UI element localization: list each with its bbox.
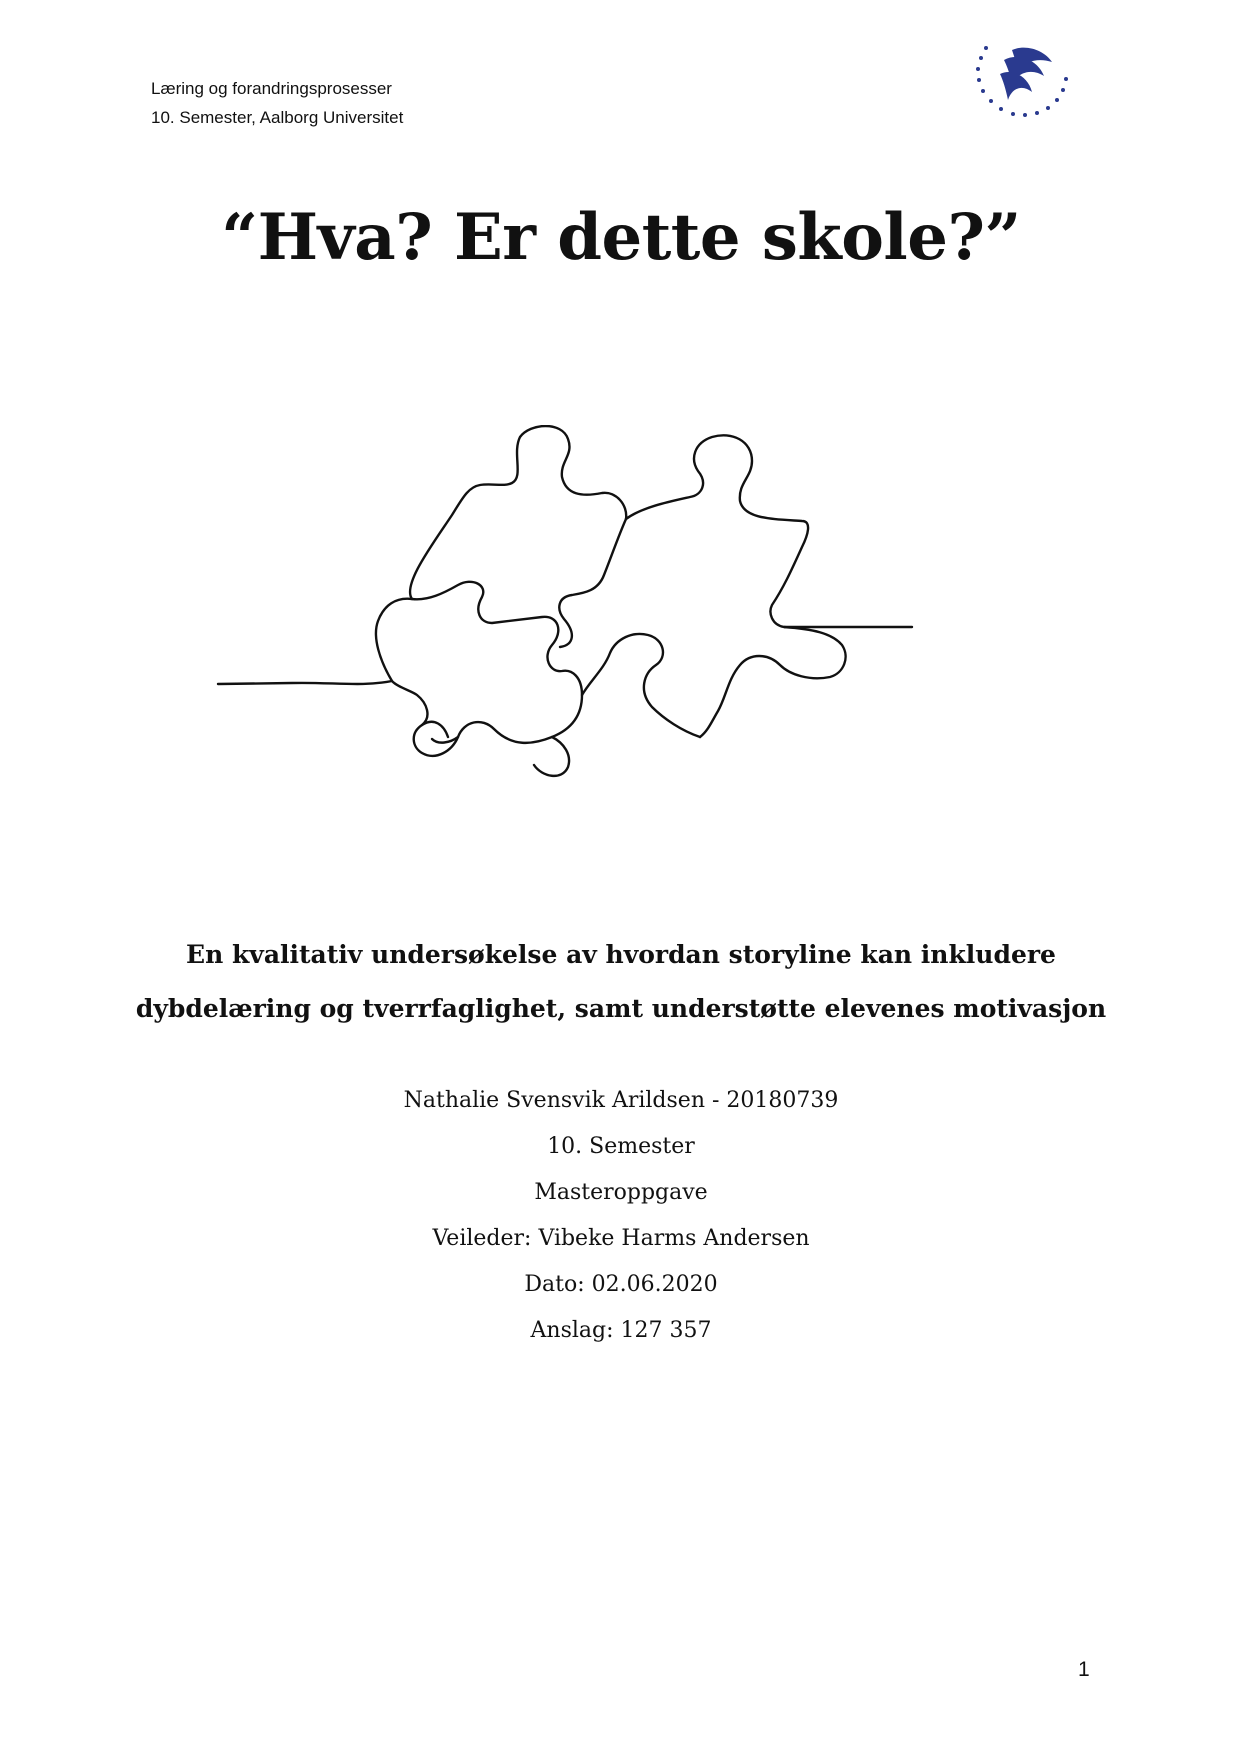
puzzle-pieces-icon [212, 425, 1032, 805]
subtitle [0, 928, 1242, 1036]
page-number: 1 [1078, 1658, 1090, 1681]
document-title: “Hva? Er dette skole?” [221, 200, 1021, 275]
course-name: Læring og forandringsprosesser [151, 79, 392, 98]
character-count: Anslag: 127 357 [530, 1318, 712, 1343]
aalborg-university-logo-icon [960, 28, 1076, 124]
subtitle-line-1: En kvalitativ undersøkelse av hvordan storyline kan inkludere [186, 940, 1056, 969]
semester-line: 10. Semester [547, 1134, 695, 1159]
supervisor-line: Veileder: Vibeke Harms Andersen [432, 1226, 810, 1251]
semester-university: 10. Semester, Aalborg Universitet [151, 108, 404, 127]
subtitle-line-2: dybdelæring og tverrfaglighet, samt understøtte elevenes motivasjon [135, 994, 1107, 1023]
document-details [0, 1078, 1242, 1354]
running-header [151, 74, 403, 132]
date-line: Dato: 02.06.2020 [524, 1272, 718, 1297]
author-line: Nathalie Svensvik Arildsen - 20180739 [403, 1088, 839, 1113]
document-type: Masteroppgave [534, 1180, 708, 1205]
